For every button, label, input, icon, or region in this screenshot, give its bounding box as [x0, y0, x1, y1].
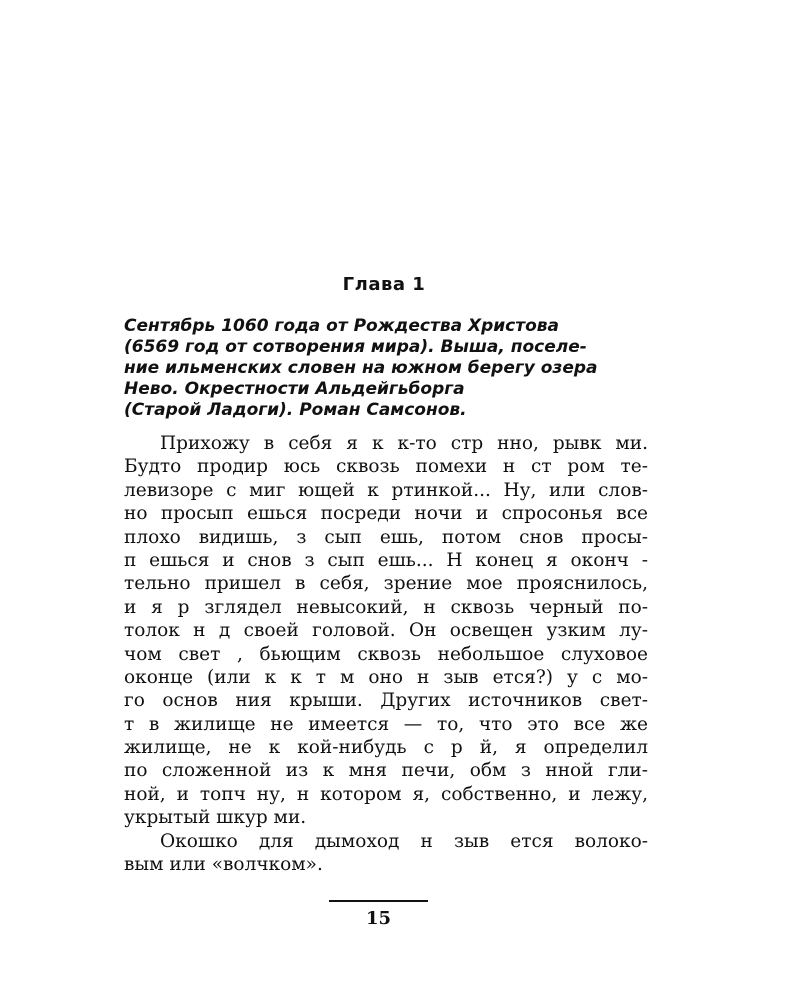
text-line: оконце (или к к т м оно н зыв ется?) у с мо-	[124, 666, 648, 688]
page-number: 15	[365, 908, 392, 929]
epigraph-line: Нево. Окрестности Альдейгьборга	[124, 379, 465, 399]
text-line: по сложенной из к мня печи, обм з нной гли-	[124, 760, 648, 782]
text-line: чом свет , бьющим сквозь небольшое слуховое	[124, 643, 648, 665]
text-line: левизоре с миг ющей к ртинкой... Ну, или слов-	[124, 479, 648, 501]
epigraph-line: Сентябрь 1060 года от Рождества Христова	[124, 316, 560, 336]
text-line: плохо видишь, з сып ешь, потом снов просы-	[124, 526, 648, 548]
epigraph-line: (Старой Ладоги). Роман Самсонов.	[124, 400, 467, 420]
text-line: п ешься и снов з сып ешь... Н конец я оконч -	[124, 549, 648, 571]
text-line: тельно пришел в себя, зрение мое прояснилось,	[124, 573, 648, 595]
chapter-title: Глава 1	[342, 274, 426, 295]
text-line: Прихожу в себя я к к-то стр нно, рывк ми.	[160, 433, 648, 454]
text-line: укрытый шкур ми.	[124, 807, 307, 829]
epigraph-line: ние ильменских словен на южном берегу озера	[124, 358, 598, 378]
text-line: толок н д своей головой. Он освещен узким лу-	[124, 620, 648, 642]
text-line: Окошко для дымоход н зыв ется волоко-	[160, 830, 648, 852]
footer-rule	[329, 900, 428, 902]
text-line: и я р зглядел невысокий, н сквозь черный по-	[124, 596, 648, 618]
epigraph-line: (6569 год от сотворения мира). Выша, поселе-	[124, 337, 587, 357]
text-line: ной, и топч ну, н котором я, собственно, и лежу,	[124, 783, 648, 805]
text-line: но просып ешься посреди ночи и спросонья все	[124, 503, 648, 525]
text-line: вым или «волчком».	[124, 854, 323, 876]
text-line: т в жилище не имеется — то, что это все же	[124, 713, 648, 735]
body-text	[124, 432, 648, 876]
text-line: го основ ния крыши. Других источников свет-	[124, 690, 648, 712]
text-line: жилище, не к кой-нибудь с р й, я определил	[124, 737, 648, 759]
chapter-epigraph	[124, 316, 664, 421]
text-line: Будто продир юсь сквозь помехи н ст ром те-	[124, 456, 648, 478]
